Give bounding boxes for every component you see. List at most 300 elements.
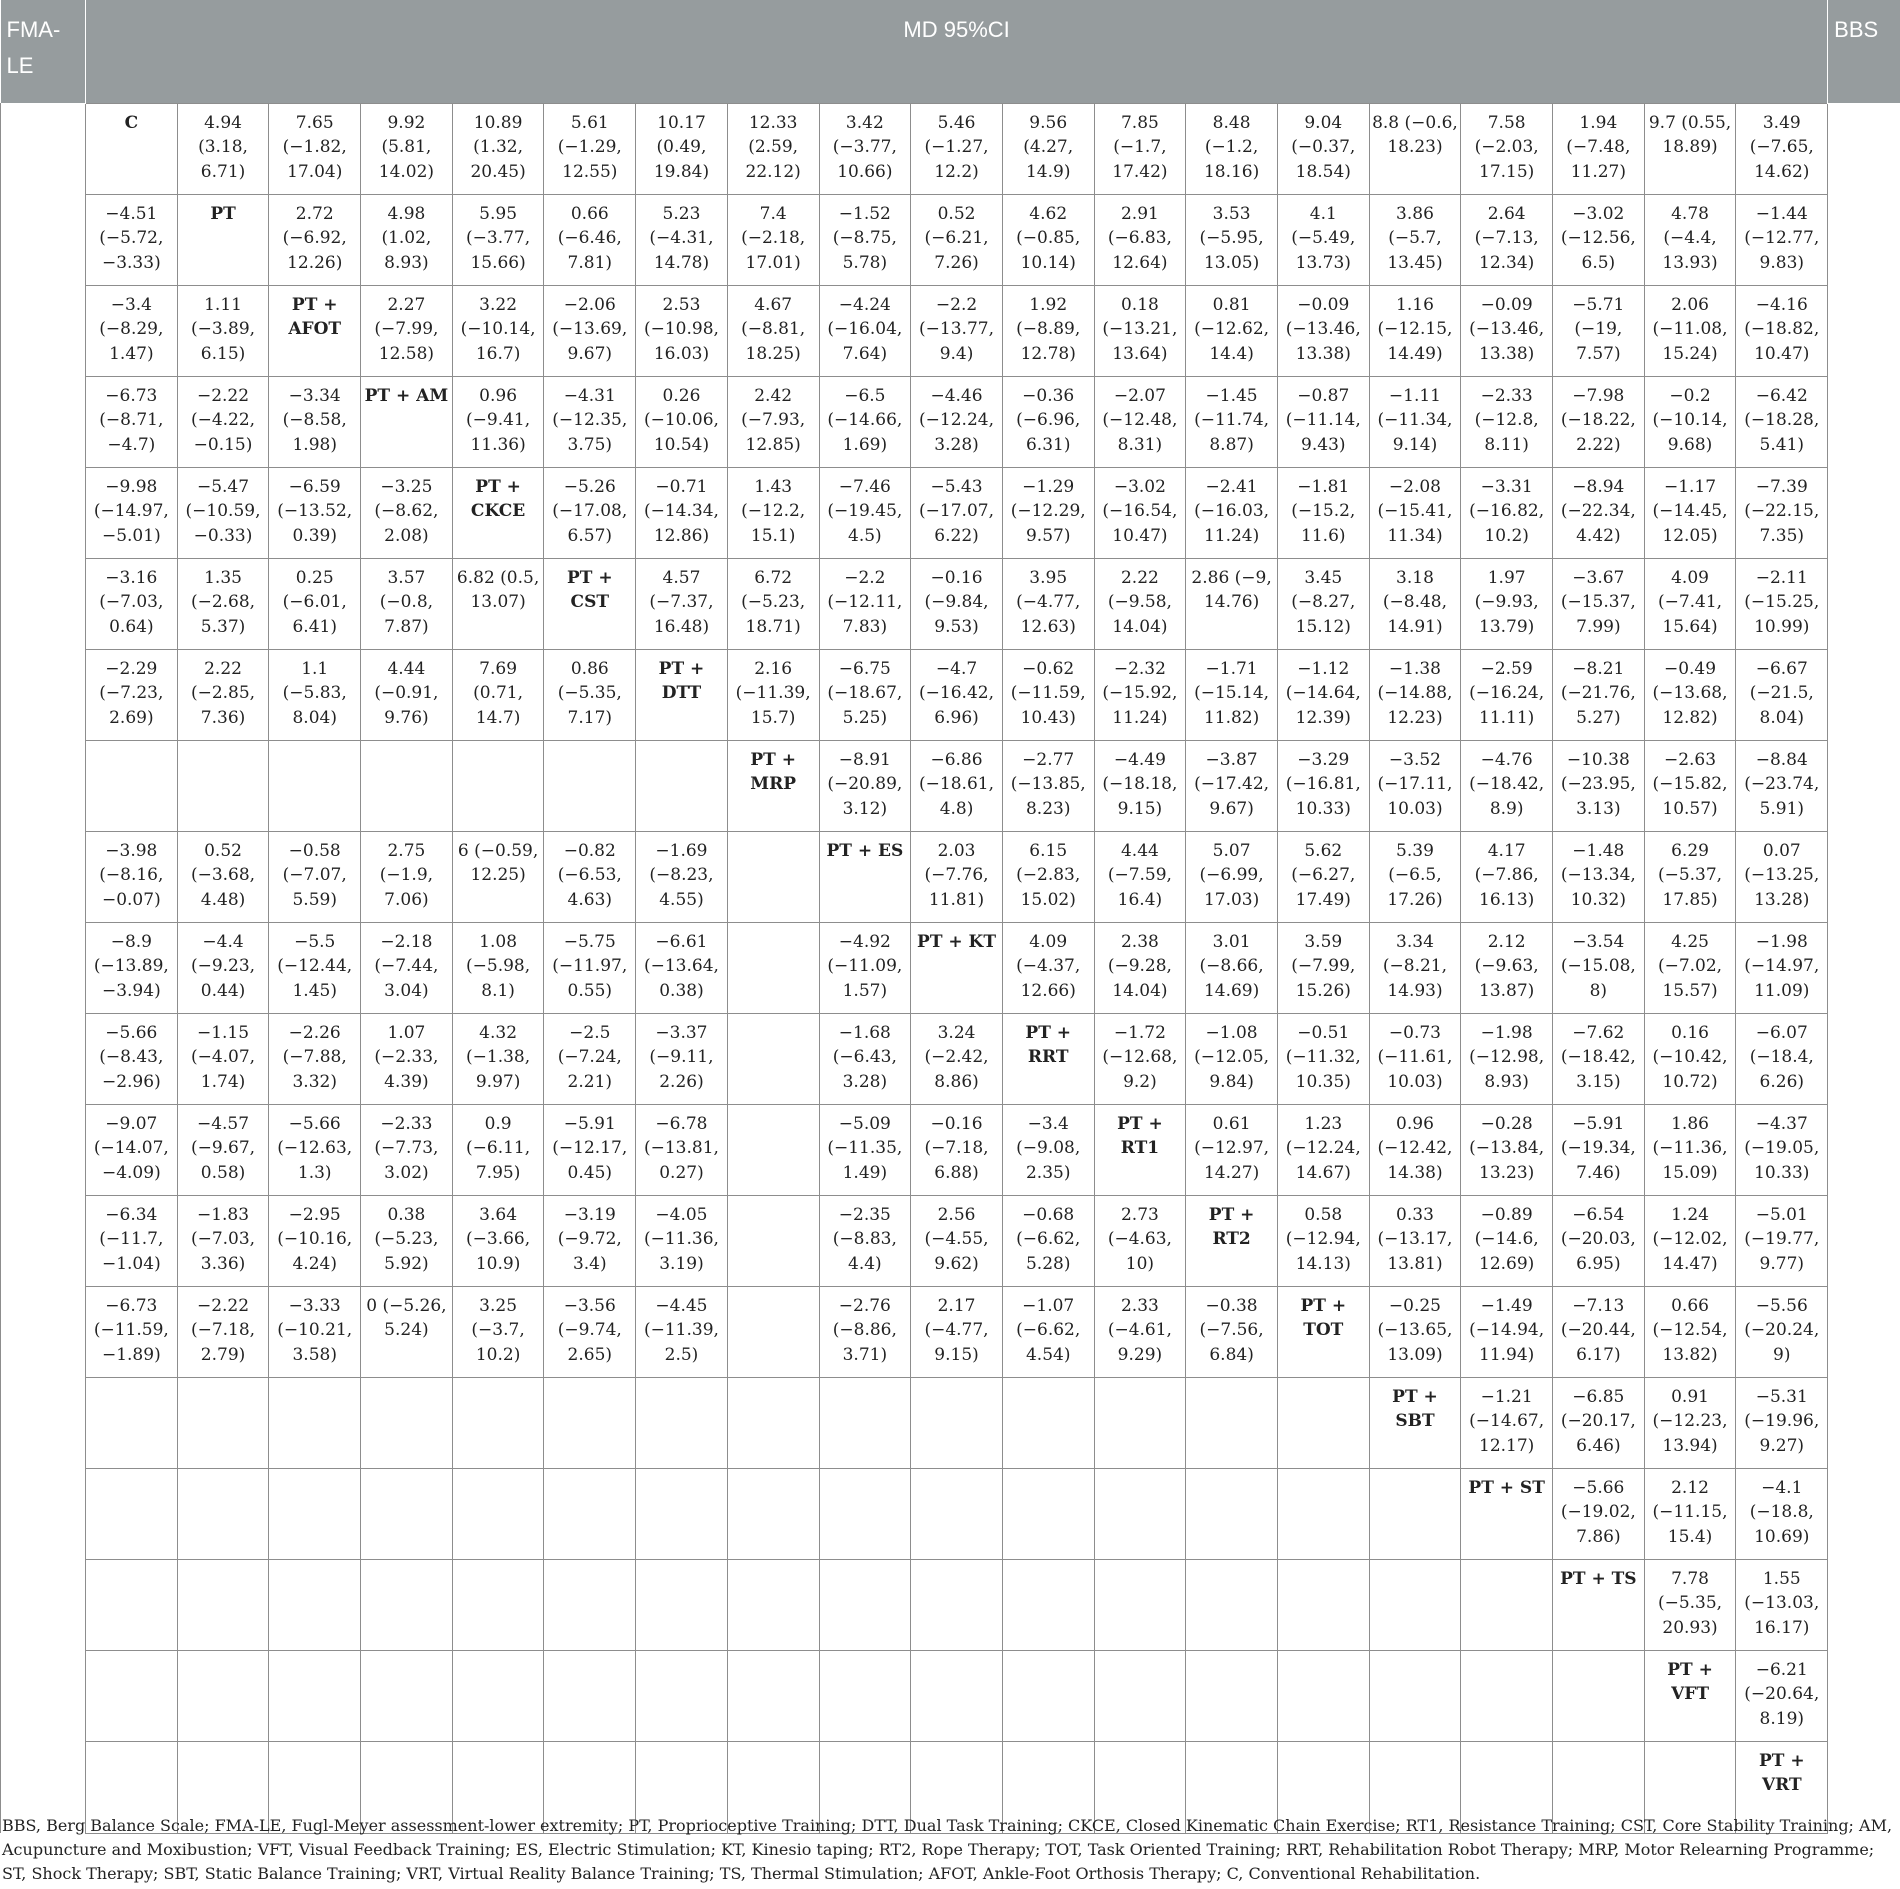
comparison-cell: [727, 1468, 819, 1559]
treatment-label-cell: PT + SBT: [1369, 1377, 1461, 1468]
comparison-cell: 1.07 (−2.33, 4.39): [361, 1013, 453, 1104]
comparison-cell: −4.45 (−11.39, 2.5): [636, 1286, 728, 1377]
treatment-label-cell: PT + DTT: [636, 649, 728, 740]
comparison-cell: [1094, 1377, 1186, 1468]
treatment-label-cell: PT + VFT: [1644, 1650, 1736, 1741]
comparison-cell: 4.09 (−7.41, 15.64): [1644, 558, 1736, 649]
left-margin-cell: [1, 922, 86, 1013]
comparison-cell: 2.56 (−4.55, 9.62): [911, 1195, 1003, 1286]
comparison-cell: −2.08 (−15.41, 11.34): [1369, 467, 1461, 558]
comparison-cell: −10.38 (−23.95, 3.13): [1553, 740, 1645, 831]
comparison-cell: −1.21 (−14.67, 12.17): [1461, 1377, 1553, 1468]
treatment-label-cell: PT + TS: [1553, 1559, 1645, 1650]
comparison-cell: 3.57 (−0.8, 7.87): [361, 558, 453, 649]
left-margin-cell: [1, 194, 86, 285]
right-margin-cell: [1828, 285, 1900, 376]
comparison-cell: −5.5 (−12.44, 1.45): [269, 922, 361, 1013]
comparison-cell: [727, 1013, 819, 1104]
comparison-cell: −0.09 (−13.46, 13.38): [1461, 285, 1553, 376]
comparison-cell: 0.9 (−6.11, 7.95): [452, 1104, 544, 1195]
comparison-cell: −1.29 (−12.29, 9.57): [1002, 467, 1094, 558]
comparison-cell: −5.09 (−11.35, 1.49): [819, 1104, 911, 1195]
comparison-cell: 10.89 (1.32, 20.45): [452, 103, 544, 194]
comparison-cell: [544, 740, 636, 831]
right-margin-cell: [1828, 1468, 1900, 1559]
comparison-cell: −4.16 (−18.82, 10.47): [1736, 285, 1828, 376]
comparison-cell: [452, 740, 544, 831]
comparison-cell: 9.7 (0.55, 18.89): [1644, 103, 1736, 194]
treatment-label-cell: PT + AFOT: [269, 285, 361, 376]
comparison-cell: [819, 1559, 911, 1650]
comparison-cell: 2.22 (−2.85, 7.36): [177, 649, 269, 740]
comparison-cell: [86, 1559, 178, 1650]
left-margin-cell: [1, 558, 86, 649]
table-row: [1, 1377, 1900, 1468]
comparison-cell: −0.38 (−7.56, 6.84): [1186, 1286, 1278, 1377]
comparison-cell: 0.86 (−5.35, 7.17): [544, 649, 636, 740]
comparison-cell: 0.91 (−12.23, 13.94): [1644, 1377, 1736, 1468]
comparison-cell: 2.22 (−9.58, 14.04): [1094, 558, 1186, 649]
comparison-cell: −0.25 (−13.65, 13.09): [1369, 1286, 1461, 1377]
treatment-label-cell: PT + CST: [544, 558, 636, 649]
comparison-cell: −1.17 (−14.45, 12.05): [1644, 467, 1736, 558]
comparison-cell: −2.95 (−10.16, 4.24): [269, 1195, 361, 1286]
comparison-cell: [911, 1559, 1003, 1650]
comparison-cell: −0.36 (−6.96, 6.31): [1002, 376, 1094, 467]
comparison-cell: −3.02 (−16.54, 10.47): [1094, 467, 1186, 558]
comparison-cell: −8.21 (−21.76, 5.27): [1553, 649, 1645, 740]
treatment-label-cell: PT + MRP: [727, 740, 819, 831]
left-margin-cell: [1, 103, 86, 194]
right-margin-cell: [1828, 1104, 1900, 1195]
table-row: [1, 740, 1900, 831]
comparison-cell: −2.33 (−7.73, 3.02): [361, 1104, 453, 1195]
table-row: [1, 922, 1900, 1013]
comparison-cell: 2.91 (−6.83, 12.64): [1094, 194, 1186, 285]
comparison-cell: 4.25 (−7.02, 15.57): [1644, 922, 1736, 1013]
right-margin-cell: [1828, 740, 1900, 831]
left-margin-cell: [1, 1286, 86, 1377]
comparison-cell: [1553, 1650, 1645, 1741]
table-row: [1, 1468, 1900, 1559]
comparison-cell: −6.73 (−8.71, −4.7): [86, 376, 178, 467]
comparison-cell: 2.38 (−9.28, 14.04): [1094, 922, 1186, 1013]
comparison-cell: 1.97 (−9.93, 13.79): [1461, 558, 1553, 649]
comparison-cell: −2.2 (−13.77, 9.4): [911, 285, 1003, 376]
table-row: [1, 1104, 1900, 1195]
comparison-cell: [86, 1468, 178, 1559]
comparison-cell: [819, 1650, 911, 1741]
comparison-cell: 3.42 (−3.77, 10.66): [819, 103, 911, 194]
comparison-cell: 5.46 (−1.27, 12.2): [911, 103, 1003, 194]
comparison-cell: −0.71 (−14.34, 12.86): [636, 467, 728, 558]
comparison-cell: 8.8 (−0.6, 18.23): [1369, 103, 1461, 194]
comparison-cell: −1.68 (−6.43, 3.28): [819, 1013, 911, 1104]
comparison-cell: [727, 1104, 819, 1195]
comparison-cell: 5.61 (−1.29, 12.55): [544, 103, 636, 194]
comparison-cell: [727, 1286, 819, 1377]
comparison-cell: −5.66 (−12.63, 1.3): [269, 1104, 361, 1195]
comparison-cell: [1186, 1650, 1278, 1741]
comparison-cell: 3.24 (−2.42, 8.86): [911, 1013, 1003, 1104]
comparison-cell: −3.52 (−17.11, 10.03): [1369, 740, 1461, 831]
comparison-cell: [636, 1468, 728, 1559]
comparison-cell: 2.33 (−4.61, 9.29): [1094, 1286, 1186, 1377]
comparison-cell: −1.11 (−11.34, 9.14): [1369, 376, 1461, 467]
comparison-cell: [1369, 1650, 1461, 1741]
comparison-cell: [269, 1559, 361, 1650]
comparison-cell: −1.15 (−4.07, 1.74): [177, 1013, 269, 1104]
comparison-cell: −4.57 (−9.67, 0.58): [177, 1104, 269, 1195]
comparison-cell: 7.65 (−1.82, 17.04): [269, 103, 361, 194]
comparison-cell: 6.29 (−5.37, 17.85): [1644, 831, 1736, 922]
comparison-cell: 4.57 (−7.37, 16.48): [636, 558, 728, 649]
table-footnote: BBS, Berg Balance Scale; FMA-LE, Fugl-Meyer assessment-lower extremity; PT, Proprioceptive Training; DTT, Dual Task Training; CKCE, Closed Kinematic Chain Exercise; RT1, Resistance Training; CST, Core Stability Training; AM, Acupuncture and Moxibustion; VFT, Visual Feedback Training; ES, Electric Stimulation; KT, Kinesio taping; RT2, Rope Therapy; TOT, Task Oriented Training; RRT, Rehabilitation Robot Therapy; MRP, Motor Relearning Programme; ST, Shock Therapy; SBT, Static Balance Training; VRT, Virtual Reality Balance Training; TS, Thermal Stimulation; AFOT, Ankle-Foot Orthosis Therapy; C, Conventional Rehabilitation.: [2, 1816, 1893, 1883]
comparison-cell: 4.78 (−4.4, 13.93): [1644, 194, 1736, 285]
comparison-cell: −6.5 (−14.66, 1.69): [819, 376, 911, 467]
comparison-cell: [727, 1650, 819, 1741]
comparison-cell: −2.22 (−7.18, 2.79): [177, 1286, 269, 1377]
comparison-cell: [911, 1468, 1003, 1559]
comparison-cell: [1461, 1650, 1553, 1741]
comparison-cell: −6.75 (−18.67, 5.25): [819, 649, 911, 740]
comparison-cell: 0.81 (−12.62, 14.4): [1186, 285, 1278, 376]
header-fma-le: FMA-LE: [1, 0, 86, 103]
comparison-cell: −2.76 (−8.86, 3.71): [819, 1286, 911, 1377]
comparison-cell: 1.11 (−3.89, 6.15): [177, 285, 269, 376]
comparison-cell: −4.24 (−16.04, 7.64): [819, 285, 911, 376]
comparison-cell: 3.34 (−8.21, 14.93): [1369, 922, 1461, 1013]
comparison-cell: 7.4 (−2.18, 17.01): [727, 194, 819, 285]
comparison-cell: −3.29 (−16.81, 10.33): [1277, 740, 1369, 831]
comparison-cell: −6.54 (−20.03, 6.95): [1553, 1195, 1645, 1286]
comparison-cell: 4.94 (3.18, 6.71): [177, 103, 269, 194]
table-row: [1, 467, 1900, 558]
comparison-cell: [86, 1377, 178, 1468]
comparison-cell: −3.4 (−8.29, 1.47): [86, 285, 178, 376]
comparison-cell: −0.87 (−11.14, 9.43): [1277, 376, 1369, 467]
comparison-cell: 10.17 (0.49, 19.84): [636, 103, 728, 194]
comparison-cell: [636, 1559, 728, 1650]
comparison-cell: [177, 1468, 269, 1559]
table-row: [1, 1286, 1900, 1377]
comparison-cell: 2.12 (−9.63, 13.87): [1461, 922, 1553, 1013]
comparison-cell: −6.73 (−11.59, −1.89): [86, 1286, 178, 1377]
table-row: [1, 1013, 1900, 1104]
comparison-cell: −8.84 (−23.74, 5.91): [1736, 740, 1828, 831]
comparison-cell: −5.01 (−19.77, 9.77): [1736, 1195, 1828, 1286]
treatment-label-cell: PT + CKCE: [452, 467, 544, 558]
comparison-cell: −1.12 (−14.64, 12.39): [1277, 649, 1369, 740]
comparison-cell: −2.07 (−12.48, 8.31): [1094, 376, 1186, 467]
comparison-cell: −2.35 (−8.83, 4.4): [819, 1195, 911, 1286]
right-margin-cell: [1828, 922, 1900, 1013]
comparison-cell: [727, 1195, 819, 1286]
comparison-cell: −6.21 (−20.64, 8.19): [1736, 1650, 1828, 1741]
comparison-cell: −0.16 (−9.84, 9.53): [911, 558, 1003, 649]
comparison-cell: [1094, 1559, 1186, 1650]
comparison-cell: 4.32 (−1.38, 9.97): [452, 1013, 544, 1104]
comparison-cell: −9.98 (−14.97, −5.01): [86, 467, 178, 558]
table-row: [1, 103, 1900, 194]
treatment-label-cell: PT + ST: [1461, 1468, 1553, 1559]
comparison-cell: 0.33 (−13.17, 13.81): [1369, 1195, 1461, 1286]
comparison-cell: [452, 1650, 544, 1741]
comparison-cell: 3.18 (−8.48, 14.91): [1369, 558, 1461, 649]
comparison-cell: [361, 1377, 453, 1468]
comparison-cell: 3.01 (−8.66, 14.69): [1186, 922, 1278, 1013]
comparison-cell: [1277, 1650, 1369, 1741]
comparison-cell: [361, 1650, 453, 1741]
comparison-cell: 2.53 (−10.98, 16.03): [636, 285, 728, 376]
comparison-cell: −3.67 (−15.37, 7.99): [1553, 558, 1645, 649]
comparison-cell: −1.08 (−12.05, 9.84): [1186, 1013, 1278, 1104]
comparison-cell: −8.94 (−22.34, 4.42): [1553, 467, 1645, 558]
comparison-cell: −3.31 (−16.82, 10.2): [1461, 467, 1553, 558]
comparison-cell: −5.91 (−19.34, 7.46): [1553, 1104, 1645, 1195]
comparison-cell: 0.66 (−12.54, 13.82): [1644, 1286, 1736, 1377]
treatment-label-cell: PT: [177, 194, 269, 285]
comparison-cell: [727, 831, 819, 922]
comparison-cell: [86, 1650, 178, 1741]
left-margin-cell: [1, 1650, 86, 1741]
comparison-cell: [544, 1377, 636, 1468]
right-margin-cell: [1828, 1013, 1900, 1104]
comparison-cell: 0.66 (−6.46, 7.81): [544, 194, 636, 285]
comparison-cell: 0.16 (−10.42, 10.72): [1644, 1013, 1736, 1104]
comparison-cell: 5.23 (−4.31, 14.78): [636, 194, 728, 285]
comparison-cell: −2.22 (−4.22, −0.15): [177, 376, 269, 467]
comparison-cell: 0.61 (−12.97, 14.27): [1186, 1104, 1278, 1195]
comparison-cell: −6.86 (−18.61, 4.8): [911, 740, 1003, 831]
comparison-cell: −5.66 (−8.43, −2.96): [86, 1013, 178, 1104]
comparison-cell: [1369, 1468, 1461, 1559]
comparison-cell: −2.5 (−7.24, 2.21): [544, 1013, 636, 1104]
comparison-cell: −4.1 (−18.8, 10.69): [1736, 1468, 1828, 1559]
comparison-cell: −8.91 (−20.89, 3.12): [819, 740, 911, 831]
comparison-cell: −1.69 (−8.23, 4.55): [636, 831, 728, 922]
comparison-cell: 0.38 (−5.23, 5.92): [361, 1195, 453, 1286]
comparison-cell: [544, 1559, 636, 1650]
comparison-cell: −3.87 (−17.42, 9.67): [1186, 740, 1278, 831]
comparison-cell: [269, 1377, 361, 1468]
right-margin-cell: [1828, 1559, 1900, 1650]
comparison-cell: −1.49 (−14.94, 11.94): [1461, 1286, 1553, 1377]
comparison-cell: −6.67 (−21.5, 8.04): [1736, 649, 1828, 740]
comparison-cell: 1.08 (−5.98, 8.1): [452, 922, 544, 1013]
right-margin-cell: [1828, 558, 1900, 649]
comparison-cell: [177, 1650, 269, 1741]
comparison-cell: 1.94 (−7.48, 11.27): [1553, 103, 1645, 194]
treatment-label-cell: PT + ES: [819, 831, 911, 922]
comparison-cell: [177, 1559, 269, 1650]
header-md-95ci: MD 95%CI: [86, 0, 1828, 103]
comparison-cell: −3.33 (−10.21, 3.58): [269, 1286, 361, 1377]
comparison-cell: 5.39 (−6.5, 17.26): [1369, 831, 1461, 922]
comparison-cell: 0.25 (−6.01, 6.41): [269, 558, 361, 649]
comparison-cell: [361, 1559, 453, 1650]
comparison-cell: [911, 1377, 1003, 1468]
comparison-cell: 6.15 (−2.83, 15.02): [1002, 831, 1094, 922]
comparison-cell: −2.26 (−7.88, 3.32): [269, 1013, 361, 1104]
comparison-cell: −1.81 (−15.2, 11.6): [1277, 467, 1369, 558]
treatment-label-cell: C: [86, 103, 178, 194]
comparison-cell: [727, 922, 819, 1013]
comparison-cell: [452, 1559, 544, 1650]
comparison-cell: −4.76 (−18.42, 8.9): [1461, 740, 1553, 831]
comparison-cell: 7.69 (0.71, 14.7): [452, 649, 544, 740]
comparison-cell: −4.37 (−19.05, 10.33): [1736, 1104, 1828, 1195]
comparison-cell: −6.85 (−20.17, 6.46): [1553, 1377, 1645, 1468]
comparison-cell: [544, 1650, 636, 1741]
comparison-cell: −0.89 (−14.6, 12.69): [1461, 1195, 1553, 1286]
comparison-cell: 12.33 (2.59, 22.12): [727, 103, 819, 194]
table-row: [1, 649, 1900, 740]
comparison-cell: 0.52 (−6.21, 7.26): [911, 194, 1003, 285]
comparison-cell: [452, 1468, 544, 1559]
comparison-cell: 9.92 (5.81, 14.02): [361, 103, 453, 194]
comparison-cell: −2.32 (−15.92, 11.24): [1094, 649, 1186, 740]
comparison-cell: [1002, 1650, 1094, 1741]
comparison-cell: [1002, 1468, 1094, 1559]
comparison-cell: 0.96 (−9.41, 11.36): [452, 376, 544, 467]
comparison-cell: −4.46 (−12.24, 3.28): [911, 376, 1003, 467]
table-header-row: [1, 0, 1900, 103]
comparison-cell: −5.56 (−20.24, 9): [1736, 1286, 1828, 1377]
comparison-cell: −4.92 (−11.09, 1.57): [819, 922, 911, 1013]
table-row: [1, 1559, 1900, 1650]
comparison-cell: 5.62 (−6.27, 17.49): [1277, 831, 1369, 922]
right-margin-cell: [1828, 1377, 1900, 1468]
table-row: [1, 558, 1900, 649]
comparison-cell: −3.37 (−9.11, 2.26): [636, 1013, 728, 1104]
comparison-cell: [636, 1650, 728, 1741]
left-margin-cell: [1, 831, 86, 922]
comparison-cell: −0.68 (−6.62, 5.28): [1002, 1195, 1094, 1286]
comparison-cell: −2.29 (−7.23, 2.69): [86, 649, 178, 740]
comparison-cell: 4.1 (−5.49, 13.73): [1277, 194, 1369, 285]
right-margin-cell: [1828, 831, 1900, 922]
comparison-cell: 6.82 (0.5, 13.07): [452, 558, 544, 649]
comparison-cell: 2.12 (−11.15, 15.4): [1644, 1468, 1736, 1559]
comparison-cell: 3.64 (−3.66, 10.9): [452, 1195, 544, 1286]
comparison-cell: 2.17 (−4.77, 9.15): [911, 1286, 1003, 1377]
header-bbs: BBS: [1828, 0, 1900, 103]
comparison-cell: 1.1 (−5.83, 8.04): [269, 649, 361, 740]
left-margin-cell: [1, 740, 86, 831]
comparison-cell: 0 (−5.26, 5.24): [361, 1286, 453, 1377]
comparison-cell: −2.59 (−16.24, 11.11): [1461, 649, 1553, 740]
comparison-cell: −5.26 (−17.08, 6.57): [544, 467, 636, 558]
comparison-cell: 2.72 (−6.92, 12.26): [269, 194, 361, 285]
comparison-cell: 4.44 (−0.91, 9.76): [361, 649, 453, 740]
left-margin-cell: [1, 1377, 86, 1468]
left-margin-cell: [1, 1559, 86, 1650]
comparison-cell: 0.58 (−12.94, 14.13): [1277, 1195, 1369, 1286]
right-margin-cell: [1828, 376, 1900, 467]
comparison-cell: [1002, 1377, 1094, 1468]
comparison-cell: −3.02 (−12.56, 6.5): [1553, 194, 1645, 285]
comparison-cell: −2.11 (−15.25, 10.99): [1736, 558, 1828, 649]
comparison-cell: −3.54 (−15.08, 8): [1553, 922, 1645, 1013]
comparison-cell: 3.59 (−7.99, 15.26): [1277, 922, 1369, 1013]
comparison-cell: 4.44 (−7.59, 16.4): [1094, 831, 1186, 922]
comparison-cell: 1.55 (−13.03, 16.17): [1736, 1559, 1828, 1650]
comparison-cell: 2.64 (−7.13, 12.34): [1461, 194, 1553, 285]
comparison-cell: −1.52 (−8.75, 5.78): [819, 194, 911, 285]
comparison-cell: −6.59 (−13.52, 0.39): [269, 467, 361, 558]
comparison-cell: [86, 740, 178, 831]
comparison-cell: −7.39 (−22.15, 7.35): [1736, 467, 1828, 558]
comparison-cell: −5.75 (−11.97, 0.55): [544, 922, 636, 1013]
comparison-cell: −3.56 (−9.74, 2.65): [544, 1286, 636, 1377]
left-margin-cell: [1, 285, 86, 376]
right-margin-cell: [1828, 1286, 1900, 1377]
right-margin-cell: [1828, 649, 1900, 740]
comparison-cell: [727, 1559, 819, 1650]
comparison-cell: [452, 1377, 544, 1468]
comparison-cell: 7.58 (−2.03, 17.15): [1461, 103, 1553, 194]
comparison-cell: −2.41 (−16.03, 11.24): [1186, 467, 1278, 558]
comparison-cell: −6.34 (−11.7, −1.04): [86, 1195, 178, 1286]
comparison-cell: −0.16 (−7.18, 6.88): [911, 1104, 1003, 1195]
comparison-cell: [1186, 1377, 1278, 1468]
comparison-cell: −0.58 (−7.07, 5.59): [269, 831, 361, 922]
left-margin-cell: [1, 376, 86, 467]
comparison-cell: −4.49 (−18.18, 9.15): [1094, 740, 1186, 831]
comparison-cell: −6.07 (−18.4, 6.26): [1736, 1013, 1828, 1104]
comparison-cell: −9.07 (−14.07, −4.09): [86, 1104, 178, 1195]
comparison-cell: −1.38 (−14.88, 12.23): [1369, 649, 1461, 740]
table-body: [1, 103, 1900, 1833]
comparison-cell: −1.83 (−7.03, 3.36): [177, 1195, 269, 1286]
comparison-cell: 1.43 (−12.2, 15.1): [727, 467, 819, 558]
comparison-cell: 0.52 (−3.68, 4.48): [177, 831, 269, 922]
comparison-cell: 2.86 (−9, 14.76): [1186, 558, 1278, 649]
comparison-cell: 1.24 (−12.02, 14.47): [1644, 1195, 1736, 1286]
comparison-cell: −3.98 (−8.16, −0.07): [86, 831, 178, 922]
comparison-cell: −5.47 (−10.59, −0.33): [177, 467, 269, 558]
comparison-cell: −0.09 (−13.46, 13.38): [1277, 285, 1369, 376]
table-row: [1, 1195, 1900, 1286]
left-margin-cell: [1, 649, 86, 740]
right-margin-cell: [1828, 467, 1900, 558]
comparison-cell: −5.66 (−19.02, 7.86): [1553, 1468, 1645, 1559]
comparison-cell: [819, 1377, 911, 1468]
comparison-cell: 8.48 (−1.2, 18.16): [1186, 103, 1278, 194]
comparison-cell: 7.85 (−1.7, 17.42): [1094, 103, 1186, 194]
comparison-cell: [1277, 1468, 1369, 1559]
comparison-cell: −7.13 (−20.44, 6.17): [1553, 1286, 1645, 1377]
comparison-cell: [1186, 1468, 1278, 1559]
comparison-cell: −1.45 (−11.74, 8.87): [1186, 376, 1278, 467]
comparison-cell: 1.16 (−12.15, 14.49): [1369, 285, 1461, 376]
comparison-cell: [727, 1377, 819, 1468]
right-margin-cell: [1828, 1650, 1900, 1741]
comparison-cell: −3.25 (−8.62, 2.08): [361, 467, 453, 558]
comparison-cell: [636, 1377, 728, 1468]
comparison-cell: 3.86 (−5.7, 13.45): [1369, 194, 1461, 285]
comparison-cell: −1.98 (−14.97, 11.09): [1736, 922, 1828, 1013]
comparison-cell: −1.44 (−12.77, 9.83): [1736, 194, 1828, 285]
comparison-cell: −1.98 (−12.98, 8.93): [1461, 1013, 1553, 1104]
comparison-cell: −4.7 (−16.42, 6.96): [911, 649, 1003, 740]
comparison-cell: −5.43 (−17.07, 6.22): [911, 467, 1003, 558]
comparison-cell: [1094, 1650, 1186, 1741]
comparison-cell: −3.4 (−9.08, 2.35): [1002, 1104, 1094, 1195]
comparison-cell: 0.18 (−13.21, 13.64): [1094, 285, 1186, 376]
comparison-cell: [361, 1468, 453, 1559]
